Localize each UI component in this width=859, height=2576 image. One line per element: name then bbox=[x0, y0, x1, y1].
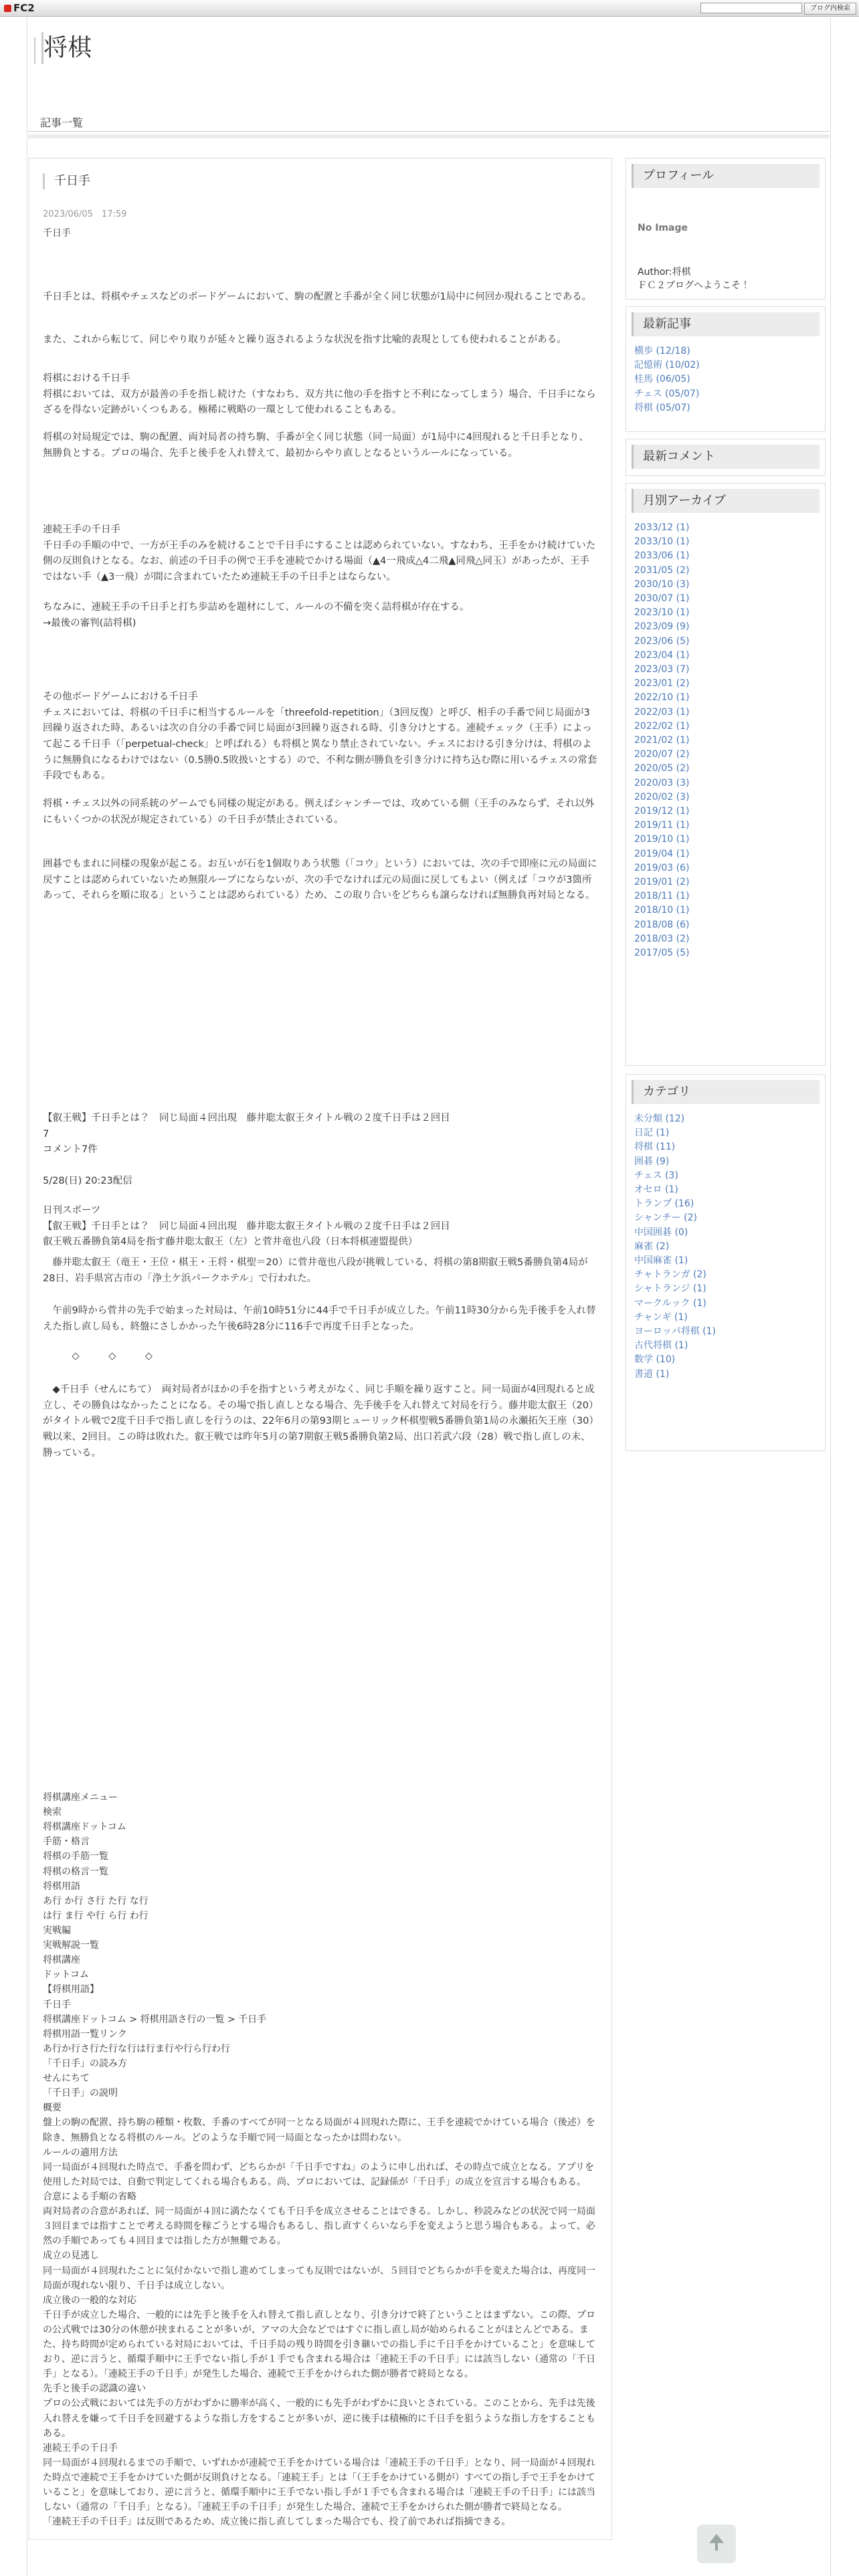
news-date: 5/28(日) 20:23配信 bbox=[43, 1176, 132, 1186]
archive-heading: 月別アーカイブ bbox=[632, 489, 820, 513]
fc2-top-bar bbox=[0, 0, 859, 17]
entry-tag[interactable]: 千日手 bbox=[43, 228, 71, 239]
archive-item[interactable]: 2023/04 (1) bbox=[634, 649, 690, 661]
category-list bbox=[634, 1112, 716, 1382]
title-accent bbox=[34, 37, 35, 64]
news-headline[interactable]: 【叡王戦】千日手とは？ 同じ局面４回出現 藤井聡太叡王タイトル戦の２度千日手は２回目 7 コメント7件 bbox=[43, 1113, 450, 1156]
recent-item[interactable]: 将棋 (05/07) bbox=[634, 402, 690, 413]
archive-item[interactable]: 2023/06 (5) bbox=[634, 635, 690, 647]
archive-item[interactable]: 2033/10 (1) bbox=[634, 536, 690, 548]
archive-item[interactable]: 2022/02 (1) bbox=[634, 720, 690, 732]
category-item[interactable]: 未分類 (12) bbox=[634, 1113, 685, 1124]
comments-panel bbox=[626, 439, 826, 476]
entry-paragraph: 藤井聡太叡王（竜王・王位・棋王・王将・棋聖＝20）に菅井竜也八段が挑戦している、将棋の第8期叡王戦5番勝負第4局が28日、岩手県宮古市の「浄土ケ浜パークホテル」で行われた。 bbox=[43, 1257, 588, 1284]
archive-item[interactable]: 2019/10 (1) bbox=[634, 834, 690, 845]
recent-list bbox=[634, 344, 700, 415]
archive-item[interactable]: 2017/05 (5) bbox=[634, 948, 690, 959]
blog-title-text: 将棋 bbox=[43, 34, 92, 62]
entry-paragraph: 午前9時から菅井の先手で始まった対局は、午前10時51分に44手で千日手が成立した。午前11時30分から先手後手を入れ替えた指し直し局も、終盤にさしかかった午後6時28分に116手で再度千日手となった。 bbox=[43, 1305, 596, 1332]
entry-paragraph: 将棋の対局規定では、駒の配置、両対局者の持ち駒、手番が全く同じ状態（同一局面）が1局中に4回現れると千日手となり、無勝負とする。プロの場合、先手と後手を入れ替えて、最初からやり直しとなるというルールになっている。 bbox=[43, 432, 589, 459]
back-to-top-button[interactable] bbox=[697, 2525, 736, 2563]
entry-date: 2023/06/05 17:59 bbox=[43, 209, 127, 219]
archive-item[interactable]: 2023/03 (7) bbox=[634, 664, 690, 675]
archive-item[interactable]: 2019/04 (1) bbox=[634, 848, 690, 859]
category-item[interactable]: マークルック (1) bbox=[634, 1297, 706, 1309]
category-item[interactable]: トランプ (16) bbox=[634, 1198, 694, 1210]
recent-item[interactable]: 横歩 (12/18) bbox=[634, 346, 690, 356]
entry-paragraph: 囲碁でもまれに同様の現象が起こる。お互いが石を1個取りあう状態（「コウ」という）においては、次の手で即座に元の局面に戻すことは認められていないため無限ループにならないが、次の手でなければ元の局面に戻してもよい（例えば「コウが3箇所あって、それらを順に取る」ということは認められている）ため、この取り合いをどちらも譲らなければ無勝負再対局となる。 bbox=[43, 859, 597, 901]
archive-item[interactable]: 2022/03 (1) bbox=[634, 706, 690, 718]
fc2-logo-text: FC2 bbox=[13, 2, 35, 14]
archive-item[interactable]: 2018/10 (1) bbox=[634, 905, 690, 916]
recent-item[interactable]: チェス (05/07) bbox=[634, 388, 700, 399]
entry bbox=[29, 158, 612, 2540]
archive-item[interactable]: 2019/01 (2) bbox=[634, 877, 690, 888]
archive-item[interactable]: 2019/11 (1) bbox=[634, 820, 690, 831]
profile-panel bbox=[626, 158, 826, 300]
category-item[interactable]: 古代将棋 (1) bbox=[634, 1340, 688, 1352]
author-greeting: ＦＣ２ブログへようこそ！ bbox=[638, 280, 750, 291]
fc2-logo-icon bbox=[4, 5, 11, 12]
entry-paragraph: その他ボードゲームにおける千日手 チェスにおいては、将棋の千日手に相当するルールを「threefold-repetition」（3回反復）と呼び、相手の手番で同じ局面が3回繰り返された時、あるいは次の自分の手番で同じ局面が3回繰り返される時、引き分けとする。連続チェック（王手）によって起こる千日手（「perpetual-check」と呼ばれる）も将棋と異なり禁止されていない。チェスにおける引き分けは、将棋のように無勝負になるわけではない（0.5勝0.5敗扱いとする）ので、不利な側が勝負を引き分けに持ち込む際に用いるチェスの常套手段でもある。 bbox=[43, 691, 597, 782]
article-list-link[interactable]: 記事一覧 bbox=[40, 116, 84, 129]
archive-item[interactable]: 2018/03 (2) bbox=[634, 933, 690, 944]
archive-item[interactable]: 2019/12 (1) bbox=[634, 806, 690, 817]
entry-paragraph: また、これから転じて、同じやり取りが延々と繰り返されるような状況を指す比喩的表現としても使われることがある。 bbox=[43, 334, 567, 345]
entry-separator: ◇ ◇ ◇ bbox=[43, 1351, 153, 1362]
archive-item[interactable]: 2023/09 (9) bbox=[634, 621, 690, 633]
archive-item[interactable]: 2020/03 (3) bbox=[634, 777, 690, 788]
comments-heading: 最新コメント bbox=[632, 445, 820, 469]
entry-paragraph: ちなみに、連続王手の千日手と打ち歩詰めを題材にして、ルールの不備を突く詰将棋が存在する。 →最後の審判(詰将棋) bbox=[43, 602, 470, 629]
archive-item[interactable]: 2019/03 (6) bbox=[634, 862, 690, 873]
entry-paragraph: 将棋・チェス以外の同系統のゲームでも同様の規定がある。例えばシャンチーでは、攻めている側（王手のみならず、それ以外にもいくつかの状況が規定されている）の千日手が禁止されている。 bbox=[43, 798, 595, 825]
category-item[interactable]: オセロ (1) bbox=[634, 1184, 678, 1196]
category-item[interactable]: シャトランジ (1) bbox=[634, 1283, 706, 1295]
entry-paragraph: ◆千日手（せんにちて） 両対局者がほかの手を指すという考えがなく、同じ手順を繰り返すこと。同一局面が4回現れると成立し、その勝負はなかったことになる。その場で指し直しとなる場合、先手後手を入れ替えて対局を行う。藤井聡太叡王（20）がタイトル戦で2度千日手で指し直しを行うのは、22年6月の第93期ヒューリック杯棋聖戦5番勝負第1局の永瀬拓矢王座（30）戦以来、2回目。この時は敗れた。叡王戦では昨年5月の第7期叡王戦5番勝負第2局、出口若武六段（28）戦で指し直しの末、勝っている。 bbox=[43, 1384, 595, 1459]
archive-item[interactable]: 2018/11 (1) bbox=[634, 891, 690, 902]
archive-item[interactable]: 2033/12 (1) bbox=[634, 522, 690, 533]
category-item[interactable]: 中国囲碁 (0) bbox=[634, 1226, 688, 1238]
recent-item[interactable]: 桂馬 (06/05) bbox=[634, 374, 690, 385]
menu-divider bbox=[27, 134, 830, 138]
archive-item[interactable]: 2020/02 (3) bbox=[634, 791, 690, 802]
recent-panel bbox=[626, 306, 826, 432]
menu-bar bbox=[27, 109, 830, 132]
entry-paragraph: 日刊スポーツ 【叡王戦】千日手とは？ 同じ局面４回出現 藤井聡太叡王タイトル戦の２度千日手は２回目 叡王戦五番勝負第4局を指す藤井聡太叡王（左）と菅井竜也八段（日本将棋連盟提供） bbox=[43, 1205, 450, 1248]
entry-paragraph: 連続王手の千日手 千日手の手順の中で、一方が王手のみを続けることで千日手にすることは認められていない。すなわち、王手をかけ続けていた側の反則負けとなる。なお、前述の千日手の例で王手を連続でかける場面（▲4一飛成△4二飛▲同飛△同玉）があったが、王手ではない手（▲3一飛）が間に含まれていたため連続王手の千日手とはならない。 bbox=[43, 524, 596, 582]
category-item[interactable]: 中国麻雀 (1) bbox=[634, 1255, 688, 1267]
archive-item[interactable]: 2021/02 (1) bbox=[634, 735, 690, 746]
archive-item[interactable]: 2033/06 (1) bbox=[634, 550, 690, 562]
archive-item[interactable]: 2020/05 (2) bbox=[634, 763, 690, 774]
blog-search-button[interactable]: ブログ内検索 bbox=[804, 3, 856, 15]
category-item[interactable]: ヨーロッパ将棋 (1) bbox=[634, 1326, 717, 1337]
category-item[interactable]: 日記 (1) bbox=[634, 1128, 670, 1139]
category-item[interactable]: 将棋 (11) bbox=[634, 1142, 676, 1153]
arrow-up-icon: 🠉 bbox=[708, 2531, 725, 2555]
category-item[interactable]: チャンギ (1) bbox=[634, 1311, 688, 1323]
archive-item[interactable]: 2031/05 (2) bbox=[634, 564, 690, 576]
recent-heading: 最新記事 bbox=[632, 312, 820, 336]
category-panel bbox=[626, 1074, 826, 1451]
archive-item[interactable]: 2023/01 (2) bbox=[634, 678, 690, 689]
entry-paragraph: 将棋における千日手 将棋においては、双方が最善の手を指し続けた（すなわち、双方共に他の手を指すと不利になってしまう）場合、千日手にならざるを得ない定跡がいくつもある。極稀に戦略の一環として使われることもある。 bbox=[43, 373, 596, 416]
entry-title[interactable]: 千日手 bbox=[43, 173, 90, 189]
recent-item[interactable]: 記憶術 (10/02) bbox=[634, 360, 700, 371]
category-item[interactable]: 数学 (10) bbox=[634, 1354, 676, 1366]
archive-item[interactable]: 2018/08 (6) bbox=[634, 919, 690, 930]
category-item[interactable]: チェス (3) bbox=[634, 1170, 678, 1181]
archive-item[interactable]: 2023/10 (1) bbox=[634, 607, 690, 619]
category-heading: カテゴリ bbox=[632, 1080, 820, 1104]
category-item[interactable]: 囲碁 (9) bbox=[634, 1156, 670, 1167]
entry-paragraph: 千日手とは、将棋やチェスなどのボードゲームにおいて、駒の配置と手番が全く同じ状態が1局中に何回か現れることである。 bbox=[43, 292, 592, 302]
shogi-lesson-text: 将棋講座メニュー 検索 将棋講座ドットコム 手筋・格言 将棋の手筋一覧 将棋の格言一覧 将棋用語 あ行 か行 さ行 た行 な行 は行 ま行 や行 ら行 わ行 実戦編 実戦解説一覧 将棋講座 ドットコム 【将棋用語】 千日手 将棋講座ドットコム > 将棋用語さ行の一覧 > 千日手 将棋用語一覧リンク あ行か行さ行た行な行は行ま行や行ら行わ行 「千日手」の読み方 せんにちて 「千日手」の説明 概要 盤上の駒の配置、持ち駒の種類・枚数、手番のすべてが同一となる局面が４回現れた際に、王手を連続でかけている場合（後述）を除き、無勝負となる将棋のルール。どのような手順で同一局面となったかは問わない。 ルールの適用方法 同一局面が４回現れた時点で、手番を問わず、どちらかが「千日手ですね」のように申し出れば、その時点で成立となる。アプリを使用した対局では、自動で判定してくれる場合もある。尚、プロにおいては、記録係が「千日手」の成立を宣言する場合もある。 合意による手順の省略 両対局者の合意があれば、同一局面が４回に満たなくても千日手を成立させることはできる。しかし、秒読みなどの状況で同一局面３回目までは指すことで考える時間を稼ごうとする場合もあるし、指し直すくらいなら手を変えようと思う場合もある。よって、必然の手順であっても４回目までは指した方が無難である。 成立の見逃し 同一局面が４回現れたことに気付かないで指し進めてしまっても反則ではないが、５回目でどちらかが手を変えた場合は、再度同一局面が現れない限り、千日手は成立しない。 成立後の一般的な対応 千日手が成立した場合、一般的には先手と後手を入れ替えて指し直しとなり、引き分けで終了ということはまずない。この際、プロの公式戦では30分の休憩が挟まれることが多いが、アマの大会などではすぐに指し直し局が始められることがほとんどである。また、持ち時間が定められている対局においては、千日手局の残り時間を引き継いでの指し手に千日手をかけていること」を意味しており、逆に言うと、循環手順中に王手でない指し手が１手でも含まれる場合は「連続王手の千日手」には該当しない（通常の「千日手」となる）。「連続王手の千日手」が発生した場合、連続で王手をかけられた側が勝者で終局となる。 先手と後手の認識の違い プロの公式戦においては先手の方がわずかに勝率が高く、一般的にも先手がわずかに良いとされている。このことから、先手は先後入れ替えを嫌って千日手を回避するような指し方をすることが多いが、逆に後手は積極的に千日手を狙うような指し方をすることもある。 連続王手の千日手 同一局面が４回現れるまでの手順で、いずれかが連続で王手をかけている場合は「連続王手の千日手」となり、同一局面が４回現れた時点で連続で王手をかけていた側が反則負けとなる。「連続王手」とは「（王手をかけている側が）すべての指し手で王手をかけていること」を意味しており、逆に言うと、循環手順中に王手でない指し手が１手でも含まれる場合は「連続王手の千日手」には該当しない（通常の「千日手」となる）。「連続王手の千日手」が発生した場合、連続で王手をかけられた側が勝者で終局となる。 「連続王手の千日手」は反則であるため、成立後に指し直してしまった場合でも、投了前であれば指摘できる。 bbox=[43, 1792, 595, 2528]
archive-item[interactable]: 2022/10 (1) bbox=[634, 692, 690, 704]
category-item[interactable]: チャトランガ (2) bbox=[634, 1269, 706, 1281]
archive-item[interactable]: 2020/07 (2) bbox=[634, 749, 690, 760]
profile-author bbox=[638, 265, 750, 292]
category-item[interactable]: シャンチー (2) bbox=[634, 1212, 698, 1224]
category-item[interactable]: 書道 (1) bbox=[634, 1368, 670, 1380]
category-item[interactable]: 麻雀 (2) bbox=[634, 1241, 670, 1252]
archive-list bbox=[634, 521, 689, 960]
archive-panel bbox=[626, 483, 826, 1066]
profile-avatar: No Image bbox=[638, 223, 688, 233]
blog-search-input[interactable] bbox=[700, 3, 802, 13]
author-name: Author:将棋 bbox=[638, 267, 691, 278]
blog-title[interactable] bbox=[41, 32, 92, 64]
fc2-logo[interactable] bbox=[4, 2, 35, 14]
profile-heading: プロフィール bbox=[632, 164, 820, 188]
archive-item[interactable]: 2030/10 (3) bbox=[634, 578, 690, 590]
archive-item[interactable]: 2030/07 (1) bbox=[634, 593, 690, 605]
